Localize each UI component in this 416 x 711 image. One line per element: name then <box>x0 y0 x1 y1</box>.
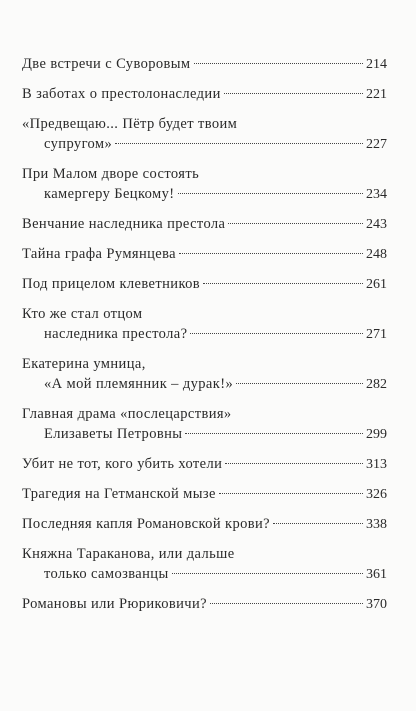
toc-entry-page: 261 <box>366 277 387 292</box>
toc-entry-page: 214 <box>366 57 387 72</box>
toc-entry-page: 271 <box>366 327 387 342</box>
toc-entry <box>22 114 387 155</box>
dot-leader <box>115 143 363 144</box>
dot-leader <box>273 523 363 524</box>
toc-entry-page: 227 <box>366 137 387 152</box>
toc-entry-page: 361 <box>366 567 387 582</box>
toc-entry <box>22 244 387 265</box>
toc-entry <box>22 54 387 75</box>
toc-entry <box>22 454 387 475</box>
dot-leader <box>224 93 363 94</box>
toc-entry-page: 243 <box>366 217 387 232</box>
toc-entry <box>22 304 387 345</box>
toc-entry <box>22 544 387 585</box>
toc-entry <box>22 594 387 615</box>
toc-entry-title: Венчание наследника престола <box>22 216 226 232</box>
toc-entry-title-continued: только самозванцы <box>44 566 169 582</box>
toc-entry <box>22 354 387 395</box>
toc-entry <box>22 214 387 235</box>
toc-entry-title: В заботах о престолонаследии <box>22 86 221 102</box>
dot-leader <box>210 603 363 604</box>
toc-entry-title-continued: камергеру Бецкому! <box>44 186 175 202</box>
toc-entry <box>22 274 387 295</box>
toc-entry <box>22 484 387 505</box>
toc-entry-title-continued: наследника престола? <box>44 326 188 342</box>
dot-leader <box>236 383 363 384</box>
toc-entry-title: Главная драма «послецарствия» <box>22 406 232 422</box>
table-of-contents <box>22 54 387 624</box>
dot-leader <box>228 223 363 224</box>
toc-entry-title: При Малом дворе состоять <box>22 166 200 182</box>
dot-leader <box>219 493 363 494</box>
toc-entry-page: 299 <box>366 427 387 442</box>
toc-entry-title: Последняя капля Романовской крови? <box>22 516 270 532</box>
toc-entry-page: 338 <box>366 517 387 532</box>
toc-entry-title: Романовы или Рюриковичи? <box>22 596 207 612</box>
dot-leader <box>203 283 363 284</box>
toc-entry-page: 221 <box>366 87 387 102</box>
toc-entry <box>22 164 387 205</box>
toc-entry-page: 326 <box>366 487 387 502</box>
toc-entry-page: 248 <box>366 247 387 262</box>
toc-entry-title: Княжна Тараканова, или дальше <box>22 546 235 562</box>
dot-leader <box>194 63 363 64</box>
toc-entry-page: 234 <box>366 187 387 202</box>
toc-entry-page: 282 <box>366 377 387 392</box>
toc-entry-title: «Предвещаю... Пётр будет твоим <box>22 116 238 132</box>
dot-leader <box>185 433 363 434</box>
dot-leader <box>190 333 363 334</box>
toc-entry-title: Кто же стал отцом <box>22 306 143 322</box>
toc-entry <box>22 404 387 445</box>
dot-leader <box>178 193 363 194</box>
toc-entry-title-continued: супругом» <box>44 136 113 152</box>
toc-entry-title: Убит не тот, кого убить хотели <box>22 456 223 472</box>
toc-entry-page: 313 <box>366 457 387 472</box>
toc-entry <box>22 84 387 105</box>
toc-entry-title: Под прицелом клеветников <box>22 276 201 292</box>
toc-entry-title: Тайна графа Румянцева <box>22 246 177 262</box>
toc-entry-title-continued: «А мой племянник – дурак!» <box>44 376 234 392</box>
toc-entry-page: 370 <box>366 597 387 612</box>
toc-entry-title-continued: Елизаветы Петровны <box>44 426 183 442</box>
dot-leader <box>225 463 363 464</box>
toc-entry-title: Трагедия на Гетманской мызе <box>22 486 216 502</box>
toc-entry <box>22 514 387 535</box>
toc-entry-title: Екатерина умница, <box>22 356 146 372</box>
dot-leader <box>179 253 363 254</box>
toc-entry-title: Две встречи с Суворовым <box>22 56 191 72</box>
dot-leader <box>172 573 363 574</box>
